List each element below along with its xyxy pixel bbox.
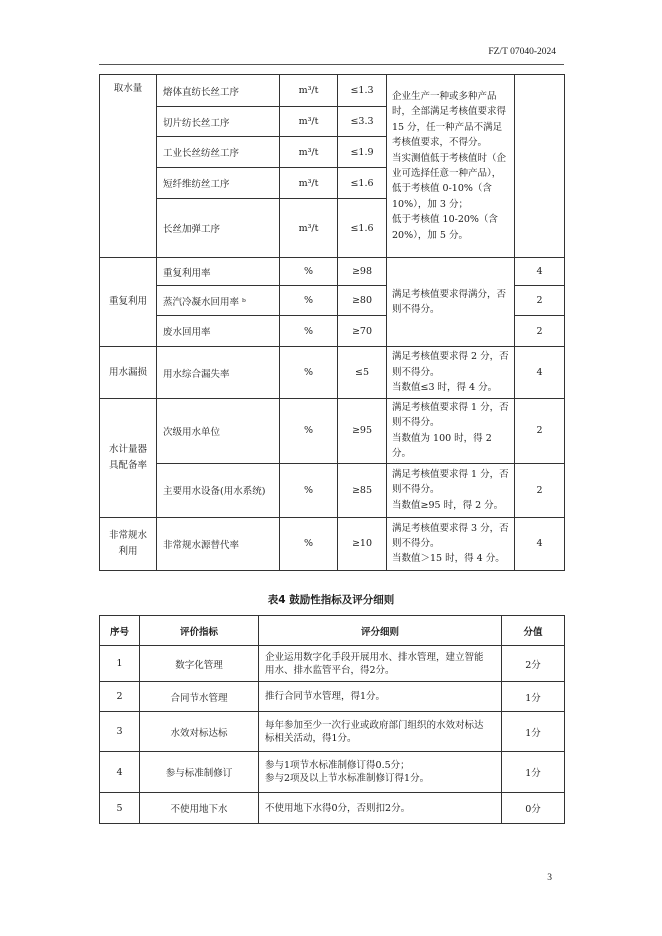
- note-line: 当数值≥95 时，得 2 分。: [392, 499, 504, 511]
- indicator-table: [99, 74, 565, 571]
- value-cell: ≥85: [338, 463, 387, 517]
- header-indicator: 评价指标: [140, 616, 259, 646]
- no-cell: 4: [100, 752, 140, 793]
- note-line: 满足考核值要求得 2 分，否: [392, 351, 509, 363]
- rule-cell: [259, 682, 502, 712]
- note-line: 当实测值低于考核值时（企: [392, 152, 507, 164]
- indicator-cell: 不使用地下水: [140, 793, 259, 824]
- table-row: [100, 517, 565, 570]
- note-line: 考核值要求，不得分。: [392, 137, 488, 149]
- no-cell: 3: [100, 712, 140, 752]
- table-row: [100, 399, 565, 464]
- note-line: 满足考核值要求得 3 分，否: [392, 522, 509, 534]
- item-cell: 切片纺长丝工序: [157, 107, 280, 137]
- note-line: 当数值为 100 时，得 2 分。: [392, 432, 492, 460]
- note-line: 则不得分。: [392, 366, 440, 378]
- unit-cell: %: [280, 347, 338, 399]
- rule-cell: [259, 646, 502, 682]
- header-rule: 评分细则: [259, 616, 502, 646]
- rule-cell: [259, 752, 502, 793]
- no-cell: 5: [100, 793, 140, 824]
- score-cell: 1分: [502, 752, 565, 793]
- table-row: [100, 712, 565, 752]
- unit-cell: m³/t: [280, 199, 338, 258]
- score-cell: [515, 75, 565, 258]
- value-cell: ≤1.6: [338, 199, 387, 258]
- unit-cell: m³/t: [280, 75, 338, 107]
- score-cell: 1分: [502, 682, 565, 712]
- no-cell: 1: [100, 646, 140, 682]
- category-cell: 重复利用: [100, 258, 157, 347]
- table-row: [100, 258, 565, 286]
- score-cell: 2: [515, 399, 565, 464]
- note-line: 则不得分。: [392, 417, 440, 429]
- indicator-cell: 参与标准制修订: [140, 752, 259, 793]
- item-cell: 短纤维纺丝工序: [157, 168, 280, 199]
- rule-line: 推行合同节水管理，得1分。: [265, 691, 386, 702]
- value-cell: ≤1.6: [338, 168, 387, 199]
- item-cell: 用水综合漏失率: [157, 347, 280, 399]
- category-line: 水计量器: [108, 443, 147, 455]
- value-cell: ≥80: [338, 286, 387, 316]
- unit-cell: %: [280, 517, 338, 570]
- rule-line: 标相关活动，得1分。: [265, 732, 357, 744]
- value-cell: ≥70: [338, 316, 387, 347]
- unit-cell: %: [280, 316, 338, 347]
- value-cell: ≥10: [338, 517, 387, 570]
- unit-cell: %: [280, 258, 338, 286]
- note-line: 10%），加 3 分；: [392, 198, 468, 210]
- note-cell-leak: [387, 347, 515, 399]
- rule-line: 不使用地下水得0分，否则扣2分。: [265, 802, 411, 814]
- note-line: 低于考核值 0-10%（含: [392, 183, 492, 195]
- header-rule: [99, 64, 564, 65]
- note-line: 则不得分。: [392, 304, 440, 315]
- header-no: 序号: [100, 616, 140, 646]
- value-cell: ≥95: [338, 399, 387, 464]
- note-cell-meter1: [387, 399, 515, 464]
- note-line: 20%），加 5 分。: [392, 229, 468, 241]
- note-cell-reuse: [387, 258, 515, 347]
- score-cell: 2: [515, 463, 565, 517]
- unit-cell: m³/t: [280, 107, 338, 137]
- indicator-cell: 数字化管理: [140, 646, 259, 682]
- category-line: 具配备率: [108, 459, 147, 471]
- category-cell: [100, 517, 157, 570]
- score-cell: 2: [515, 286, 565, 316]
- rule-line: 参与1项节水标准制修订得0.5分；: [265, 760, 410, 771]
- score-cell: 4: [515, 517, 565, 570]
- value-cell: ≤1.9: [338, 137, 387, 168]
- category-line: 非常规水: [108, 529, 147, 541]
- table-row: [100, 463, 565, 517]
- item-cell: 蒸汽冷凝水回用率 ᵇ: [157, 286, 280, 316]
- note-line: 低于考核值 10-20%（含: [392, 214, 498, 226]
- page-number: 3: [547, 873, 552, 883]
- unit-cell: %: [280, 286, 338, 316]
- note-line: 满足考核值要求得 1 分，否: [392, 402, 509, 413]
- note-cell-intake: [387, 75, 515, 258]
- item-cell: 次级用水单位: [157, 399, 280, 464]
- note-line: 则不得分。: [392, 484, 440, 496]
- item-cell: 长丝加弹工序: [157, 199, 280, 258]
- item-cell: 工业长丝纺丝工序: [157, 137, 280, 168]
- value-cell: ≤3.3: [338, 107, 387, 137]
- item-cell: 重复利用率: [157, 258, 280, 286]
- note-cell-nonconv: [387, 517, 515, 570]
- category-cell: 取水量: [100, 75, 157, 258]
- value-cell: ≤1.3: [338, 75, 387, 107]
- note-line: 满足考核值要求得满分，否: [392, 288, 507, 300]
- table-header-row: [100, 616, 565, 646]
- note-line: 满足考核值要求得 1 分，否: [392, 469, 509, 481]
- score-cell: 1分: [502, 712, 565, 752]
- score-cell: 2: [515, 316, 565, 347]
- indicator-cell: 水效对标达标: [140, 712, 259, 752]
- item-cell: 熔体直纺长丝工序: [157, 75, 280, 107]
- rule-line: 企业运用数字化手段开展用水、排水管理，建立智能: [265, 651, 484, 663]
- score-cell: 2分: [502, 646, 565, 682]
- unit-cell: %: [280, 463, 338, 517]
- table-row: [100, 347, 565, 399]
- no-cell: 2: [100, 682, 140, 712]
- score-cell: 4: [515, 347, 565, 399]
- note-line: 15 分，任一种产品不满足: [392, 121, 503, 133]
- rule-cell: [259, 793, 502, 824]
- note-line: 则不得分。: [392, 537, 440, 549]
- note-line: 当数值≤3 时，得 4 分。: [392, 382, 498, 394]
- indicator-cell: 合同节水管理: [140, 682, 259, 712]
- item-cell: 主要用水设备(用水系统): [157, 463, 280, 517]
- value-cell: ≤5: [338, 347, 387, 399]
- rule-line: 每年参加至少一次行业或政府部门组织的水效对标达: [265, 719, 484, 731]
- note-cell-meter2: [387, 463, 515, 517]
- score-cell: 4: [515, 258, 565, 286]
- item-cell: 非常规水源替代率: [157, 517, 280, 570]
- unit-cell: m³/t: [280, 168, 338, 199]
- table4-title: 表4 鼓励性指标及评分细则: [267, 594, 395, 606]
- header-score: 分值: [502, 616, 565, 646]
- value-cell: ≥98: [338, 258, 387, 286]
- category-cell: 用水漏损: [100, 347, 157, 399]
- note-line: 当数值＞15 时，得 4 分。: [392, 553, 505, 565]
- table-row: [100, 793, 565, 824]
- rule-line: 参与2项及以上节水标准制修订得1分。: [265, 773, 430, 784]
- score-cell: 0分: [502, 793, 565, 824]
- table-row: [100, 682, 565, 712]
- rule-cell: [259, 712, 502, 752]
- category-line: 利用: [118, 545, 138, 557]
- document-code: FZ/T 07040-2024: [488, 47, 556, 57]
- table-row: [100, 646, 565, 682]
- incentive-table: [99, 615, 565, 824]
- table-row: [100, 752, 565, 793]
- table-row: [100, 75, 565, 107]
- note-line: 企业生产一种或多种产品: [392, 90, 497, 102]
- rule-line: 用水、排水监管平台，得2分。: [265, 664, 395, 676]
- unit-cell: m³/t: [280, 137, 338, 168]
- category-cell: [100, 399, 157, 518]
- note-line: 业可选择任意一种产品），: [392, 168, 502, 179]
- unit-cell: %: [280, 399, 338, 464]
- note-line: 时，全部满足考核值要求得: [392, 106, 507, 118]
- item-cell: 废水回用率: [157, 316, 280, 347]
